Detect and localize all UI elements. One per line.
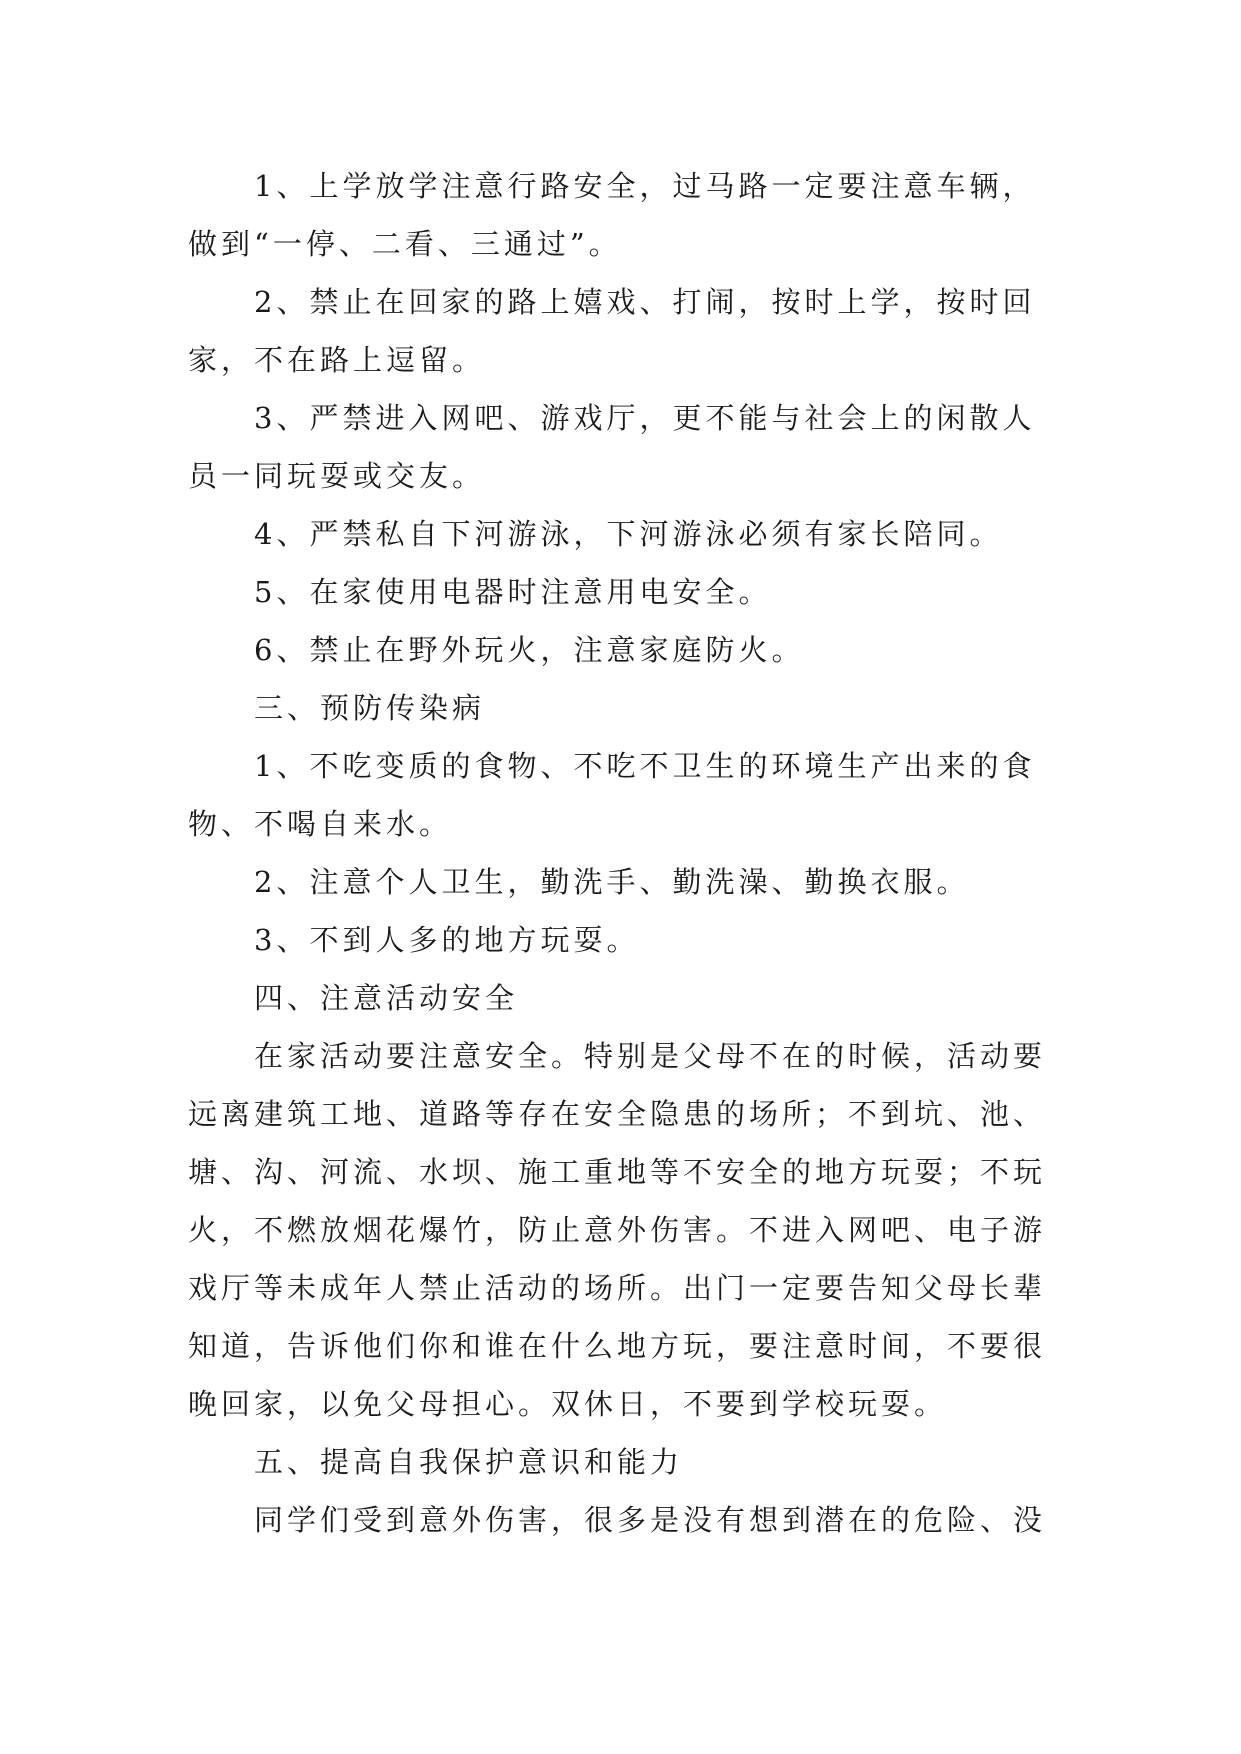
paragraph-food-safety: 1、不吃变质的食物、不吃不卫生的环境生产出来的食物、不喝自来水。 xyxy=(188,749,1036,841)
section-heading-disease-prevention: 三、预防传染病 xyxy=(254,691,486,725)
paragraph-electric-safety: 5、在家使用电器时注意用电安全。 xyxy=(254,575,772,609)
paragraph-activity-safety: 在家活动要注意安全。特别是父母不在的时候，活动要远离建筑工地、道路等存在安全隐患的场所；不到坑、池、塘、沟、河流、水坝、施工重地等不安全的地方玩耍；不玩火，不燃放烟花爆竹，防止意外伤害。不进入网吧、电子游戏厅等未成年人禁止活动的场所。出门一定要告知父母长辈知道，告诉他们你和谁在什么地方玩，要注意时间，不要很晚回家，以免父母担心。双休日，不要到学校玩耍。 xyxy=(188,1039,1047,1421)
paragraph-no-internet-cafe: 3、严禁进入网吧、游戏厅，更不能与社会上的闲散人员一同玩耍或交友。 xyxy=(188,401,1036,493)
paragraph-traffic-safety: 1、上学放学注意行路安全，过马路一定要注意车辆，做到“一停、二看、三通过”。 xyxy=(188,169,1036,261)
document-body xyxy=(188,157,1068,1549)
paragraph-fire-safety: 6、禁止在野外玩火，注意家庭防火。 xyxy=(254,633,805,667)
paragraph-avoid-crowds: 3、不到人多的地方玩耍。 xyxy=(254,923,640,957)
paragraph-hygiene: 2、注意个人卫生，勤洗手、勤洗澡、勤换衣服。 xyxy=(254,865,970,899)
section-heading-activity-safety: 四、注意活动安全 xyxy=(254,981,519,1015)
paragraph-no-playing-on-road: 2、禁止在回家的路上嬉戏、打闹，按时上学，按时回家，不在路上逗留。 xyxy=(188,285,1036,377)
section-heading-self-protection: 五、提高自我保护意识和能力 xyxy=(254,1445,684,1479)
paragraph-no-swimming: 4、严禁私自下河游泳，下河游泳必须有家长陪同。 xyxy=(254,517,1003,551)
paragraph-self-protection: 同学们受到意外伤害，很多是没有想到潜在的危险、没 xyxy=(254,1503,1047,1537)
